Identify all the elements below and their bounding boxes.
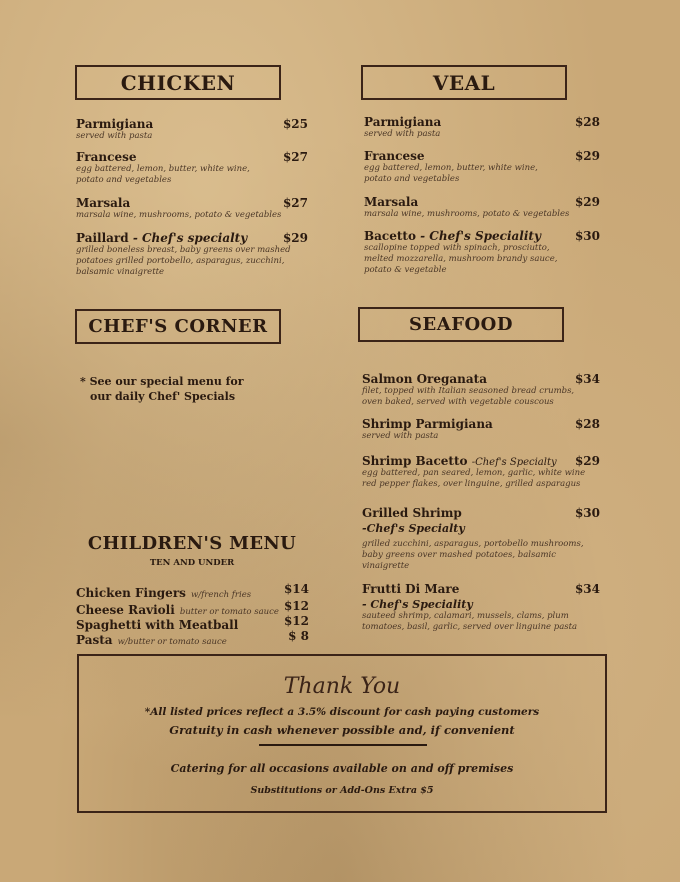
item-name: Salmon Oreganata [362, 372, 487, 386]
footer-substitutions-line: Substitutions or Add-Ons Extra $5 [250, 785, 434, 796]
menu-item [364, 149, 600, 185]
footer-discount-line: *All listed prices reflect a 3.5% discount for cash paying customers [144, 706, 540, 718]
item-name: Shrimp Parmigiana [362, 417, 493, 431]
item-price: $29 [574, 195, 600, 209]
item-price: $ 8 [288, 629, 309, 643]
item-name: Shrimp Bacetto [362, 454, 468, 468]
item-price: $29 [282, 231, 308, 245]
footer-divider [259, 744, 427, 746]
item-description: sauteed shrimp, calamari, mussels, clams, plum tomatoes, basil, garlic, served over linguine pasta [362, 611, 578, 632]
item-name: Francese [364, 149, 425, 163]
item-price: $30 [574, 506, 600, 520]
menu-item [76, 150, 308, 186]
item-price: $12 [283, 614, 309, 628]
item-price: $30 [574, 229, 600, 243]
item-description: served with pasta [76, 131, 153, 141]
item-name: Pasta [76, 633, 113, 647]
item-description: egg battered, pan seared, lemon, garlic, white wine red pepper flakes, over linguine, grilled asparagus [362, 468, 586, 489]
item-price: $34 [574, 372, 600, 386]
item-name: Marsala [76, 196, 131, 210]
item-description: scallopine topped with spinach, prosciutto, melted mozzarella, mushroom brandy sauce, potato & vegetable [364, 243, 558, 275]
menu-item [362, 417, 600, 442]
item-name: Parmigiana [364, 115, 442, 129]
item-name: Spaghetti with Meatball [76, 618, 239, 632]
section-title: SEAFOOD [409, 314, 513, 335]
childrens-menu-subtitle: TEN AND UNDER [149, 558, 235, 568]
menu-item [362, 454, 600, 490]
menu-item [364, 115, 600, 140]
item-price: $34 [574, 582, 600, 596]
section-title: CHICKEN [120, 70, 236, 95]
item-name: Bacetto [364, 229, 416, 243]
item-special: - Chef's Speciality [362, 598, 473, 611]
item-special: -Chef's Specialty [471, 457, 557, 468]
section-title: VEAL [432, 70, 496, 95]
item-description: marsala wine, mushrooms, potato & vegetables [364, 209, 570, 219]
item-description: served with pasta [364, 129, 441, 139]
item-description: butter or tomato sauce [179, 607, 279, 617]
item-name: Grilled Shrimp [362, 506, 462, 520]
item-price: $28 [574, 417, 600, 431]
thank-you-script: Thank You [283, 674, 401, 699]
chefs-corner-note [80, 374, 244, 404]
item-price: $25 [282, 117, 308, 131]
footer-notice-box [77, 654, 607, 813]
item-name: Parmigiana [76, 117, 154, 131]
menu-item [362, 506, 600, 572]
menu-item [364, 195, 600, 220]
menu-item [76, 231, 308, 278]
item-description: egg battered, lemon, butter, white wine, potato and vegetables [76, 164, 250, 185]
item-price: $27 [282, 196, 308, 210]
chefs-corner-line: * See our special menu for [80, 375, 244, 388]
item-description: grilled boneless breast, baby greens over mashed potatoes grilled portobello, asparagus, zucchini, balsamic vinaigrette [76, 245, 291, 277]
menu-item [76, 117, 308, 142]
menu-item [362, 372, 600, 408]
menu-item [76, 196, 308, 221]
item-price: $28 [574, 115, 600, 129]
menu-item [364, 229, 600, 276]
footer-catering-line: Catering for all occasions available on and off premises [170, 762, 514, 775]
item-special: - Chef's specialty [132, 231, 248, 245]
item-name: Francese [76, 150, 137, 164]
item-price: $27 [282, 150, 308, 164]
childrens-menu-title: CHILDREN'S MENU [87, 533, 297, 554]
item-description: egg battered, lemon, butter, white wine, potato and vegetables [364, 163, 538, 184]
item-price: $12 [283, 599, 309, 613]
section-header-seafood [358, 307, 564, 342]
menu-item [362, 582, 600, 633]
item-description: w/french fries [191, 590, 252, 600]
item-name: Frutti Di Mare [362, 582, 460, 596]
item-special: - Chef's Speciality [420, 229, 541, 243]
item-description: marsala wine, mushrooms, potato & vegetables [76, 210, 282, 220]
section-header-veal [361, 65, 567, 100]
section-header-chefs-corner [75, 309, 281, 344]
item-price: $14 [283, 582, 309, 596]
item-special: -Chef's Specialty [362, 522, 465, 535]
item-description: grilled zucchini, asparagus, portobello mushrooms, baby greens over mashed potatoes, balsamic vinaigrette [362, 539, 584, 571]
item-name: Chicken Fingers [76, 586, 186, 600]
item-name: Paillard [76, 231, 129, 245]
item-price: $29 [574, 149, 600, 163]
section-header-chicken [75, 65, 281, 100]
kids-item [76, 629, 309, 648]
item-name: Marsala [364, 195, 419, 209]
footer-gratuity-line: Gratuity in cash whenever possible and, if convenient [169, 723, 515, 737]
chefs-corner-line: our daily Chef' Specials [90, 390, 236, 403]
item-name: Cheese Ravioli [76, 603, 175, 617]
item-description: served with pasta [362, 431, 439, 441]
section-title: CHEF'S CORNER [88, 316, 268, 337]
item-description: w/butter or tomato sauce [117, 637, 227, 647]
item-price: $29 [574, 454, 600, 468]
item-description: filet, topped with Italian seasoned bread crumbs, oven baked, served with vegetable couscous [362, 386, 575, 407]
